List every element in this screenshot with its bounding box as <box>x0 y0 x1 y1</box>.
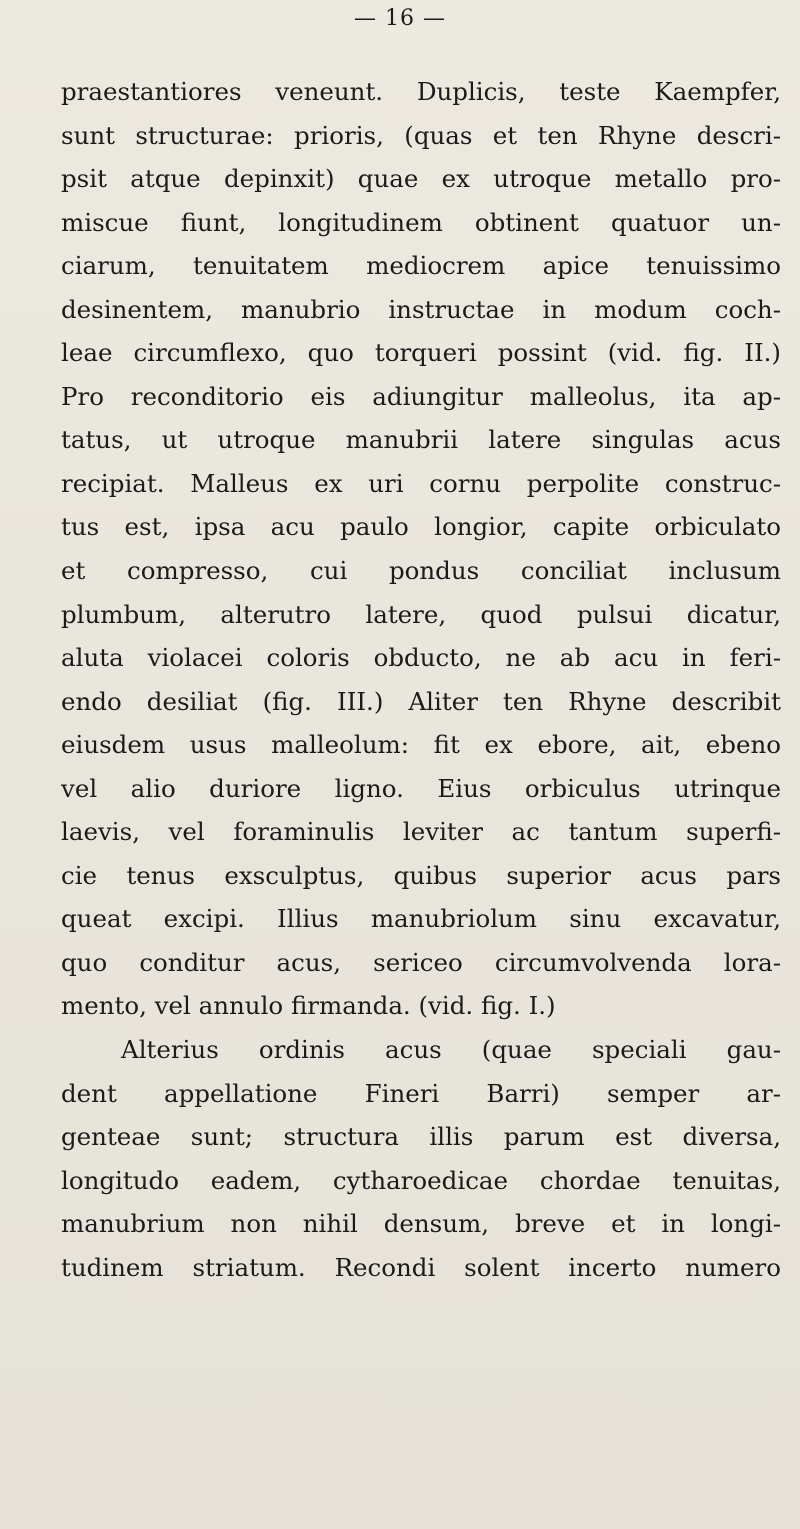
text-line: desinentem, manubrio instructae in modum coch- <box>61 294 781 324</box>
text-line: dent appellatione Fineri Barri) semper ar- <box>61 1078 781 1108</box>
text-line: quo conditur acus, sericeo circumvolvenda lora- <box>61 947 781 977</box>
text-line: recipiat. Malleus ex uri cornu perpolite construc- <box>61 468 781 498</box>
text-line: leae circumflexo, quo torqueri possint (vid. fig. II.) <box>61 338 781 368</box>
page-number: — 16 — <box>354 6 446 31</box>
text-line: cie tenus exsculptus, quibus superior acus pars <box>61 860 781 890</box>
text-line: Alterius ordinis acus (quae speciali gau- <box>121 1035 781 1065</box>
text-line: et compresso, cui pondus conciliat inclusum <box>61 556 781 586</box>
text-line: psit atque depinxit) quae ex utroque metallo pro- <box>61 164 781 194</box>
text-line: endo desiliat (fig. III.) Aliter ten Rhyne describit <box>61 686 781 716</box>
text-line: genteae sunt; structura illis parum est diversa, <box>61 1122 781 1152</box>
text-line: praestantiores veneunt. Duplicis, teste Kaempfer, <box>61 77 781 106</box>
text-line: vel alio duriore ligno. Eius orbiculus utrinque <box>61 773 781 803</box>
text-line: plumbum, alterutro latere, quod pulsui dicatur, <box>61 599 781 629</box>
text-line: tus est, ipsa acu paulo longior, capite orbiculato <box>61 512 781 542</box>
text-line: queat excipi. Illius manubriolum sinu excavatur, <box>61 904 781 934</box>
text-line: Pro reconditorio eis adiungitur malleolus, ita ap- <box>61 381 781 411</box>
text-line: mento, vel annulo firmanda. (vid. fig. I.) <box>61 991 556 1021</box>
text-line: ciarum, tenuitatem mediocrem apice tenuissimo <box>61 251 781 281</box>
text-line: manubrium non nihil densum, breve et in longi- <box>61 1209 781 1239</box>
text-line: aluta violacei coloris obducto, ne ab acu in feri- <box>61 643 781 673</box>
text-line: sunt structurae: prioris, (quas et ten Rhyne descri- <box>61 120 781 150</box>
text-line: tudinem striatum. Recondi solent incerto numero <box>61 1252 781 1282</box>
body-text <box>61 70 781 1289</box>
text-line: miscue fiunt, longitudinem obtinent quatuor un- <box>61 207 781 237</box>
text-line: tatus, ut utroque manubrii latere singulas acus <box>61 425 781 455</box>
text-line: laevis, vel foraminulis leviter ac tantum superfi- <box>61 817 781 847</box>
text-line: eiusdem usus malleolum: fit ex ebore, ait, ebeno <box>61 730 781 760</box>
text-line: longitudo eadem, cytharoedicae chordae tenuitas, <box>61 1165 781 1195</box>
